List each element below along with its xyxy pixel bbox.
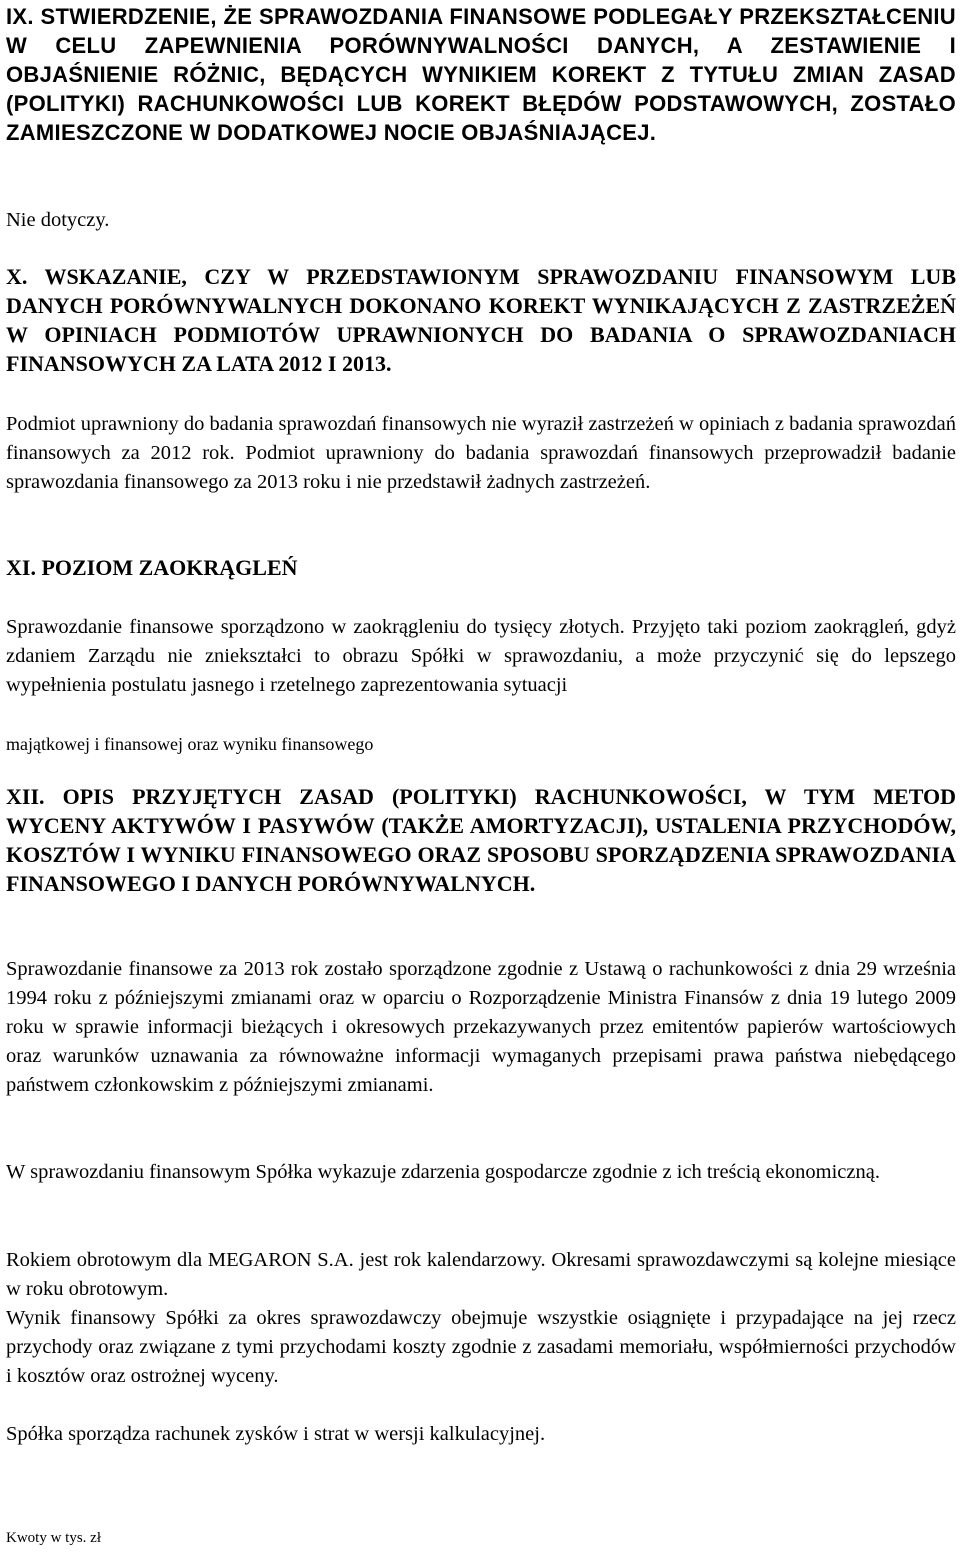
- section-xii-paragraph: Wynik finansowy Spółki za okres sprawozdawczy obejmuje wszystkie osiągnięte i przypadające na jej rzecz przychody oraz związane z tymi przychodami koszty zgodnie z zasadami memoriału, współmierności przychodów i kosztów oraz ostrożnej wyceny.: [6, 1307, 956, 1387]
- section-x-body: Podmiot uprawniony do badania sprawozdań finansowych nie wyraził zastrzeżeń w opiniach z badania sprawozdań finansowych za 2012 rok. Podmiot uprawniony do badania sprawozdań finansowych przeprowadził badanie sprawozdania finansowego za 2013 roku i nie przedstawił żadnych zastrzeżeń.: [6, 413, 956, 493]
- section-xii-paragraph: Sprawozdanie finansowe za 2013 rok zostało sporządzone zgodnie z Ustawą o rachunkowości z dnia 29 września 1994 roku z późniejszymi zmianami oraz w oparciu o Rozporządzenie Ministra Finansów z dnia 19 lutego 2009 roku w sprawie informacji bieżących i okresowych przekazywanych przez emitentów papierów wartościowych oraz warunków uznawania za równoważne informacji wymaganych przepisami prawa państwa niebędącego państwem członkowskim z późniejszymi zmianami.: [6, 958, 956, 1096]
- section-xii-paragraph: Rokiem obrotowym dla MEGARON S.A. jest rok kalendarzowy. Okresami sprawozdawczymi są kolejne miesiące w roku obrotowym.: [6, 1249, 956, 1300]
- section-x-heading: X. WSKAZANIE, CZY W PRZEDSTAWIONYM SPRAWOZDANIU FINANSOWYM LUB DANYCH PORÓWNYWALNYCH DOKONANO KOREKT WYNIKAJĄCYCH Z ZASTRZEŻEŃ W OPINIACH PODMIOTÓW UPRAWNIONYCH DO BADANIA O SPRAWOZDANIACH FINANSOWYCH ZA LATA 2012 I 2013.: [6, 264, 956, 376]
- section-xii-paragraph: W sprawozdaniu finansowym Spółka wykazuje zdarzenia gospodarcze zgodnie z ich treścią ekonomiczną.: [6, 1161, 880, 1183]
- amounts-unit-note: Kwoty w tys. zł: [6, 1530, 101, 1546]
- section-ix-body: Nie dotyczy.: [6, 209, 110, 231]
- section-ix-heading: IX. STWIERDZENIE, ŻE SPRAWOZDANIA FINANSOWE PODLEGAŁY PRZEKSZTAŁCENIU W CELU ZAPEWNIENIA PORÓWNYWALNOŚCI DANYCH, A ZESTAWIENIE I OBJAŚNIENIE RÓŻNIC, BĘDĄCYCH WYNIKIEM KOREKT Z TYTUŁU ZMIAN ZASAD (POLITYKI) RACHUNKOWOŚCI LUB KOREKT BŁĘDÓW PODSTAWOWYCH, ZOSTAŁO ZAMIESZCZONE W DODATKOWEJ NOCIE OBJAŚNIAJĄCEJ.: [6, 4, 956, 145]
- section-xii-paragraph: Spółka sporządza rachunek zysków i strat w wersji kalkulacyjnej.: [6, 1423, 546, 1445]
- section-xi-body: Sprawozdanie finansowe sporządzono w zaokrągleniu do tysięcy złotych. Przyjęto taki poziom zaokrągleń, gdyż zdaniem Zarządu nie zniekształci to obrazu Spółki w sprawozdaniu, a może przyczynić się do lepszego wypełnienia postulatu jasnego i rzetelnego zaprezentowania sytuacji: [6, 616, 956, 696]
- section-xi-heading: XI. POZIOM ZAOKRĄGLEŃ: [6, 555, 298, 580]
- section-xii-heading: XII. OPIS PRZYJĘTYCH ZASAD (POLITYKI) RACHUNKOWOŚCI, W TYM METOD WYCENY AKTYWÓW I PASYWÓW (TAKŻE AMORTYZACJI), USTALENIA PRZYCHODÓW, KOSZTÓW I WYNIKU FINANSOWEGO ORAZ SPOSOBU SPORZĄDZENIA SPRAWOZDANIA FINANSOWEGO I DANYCH PORÓWNYWALNYCH.: [6, 784, 956, 896]
- section-xi-body-tail: majątkowej i finansowej oraz wyniku finansowego: [6, 734, 374, 754]
